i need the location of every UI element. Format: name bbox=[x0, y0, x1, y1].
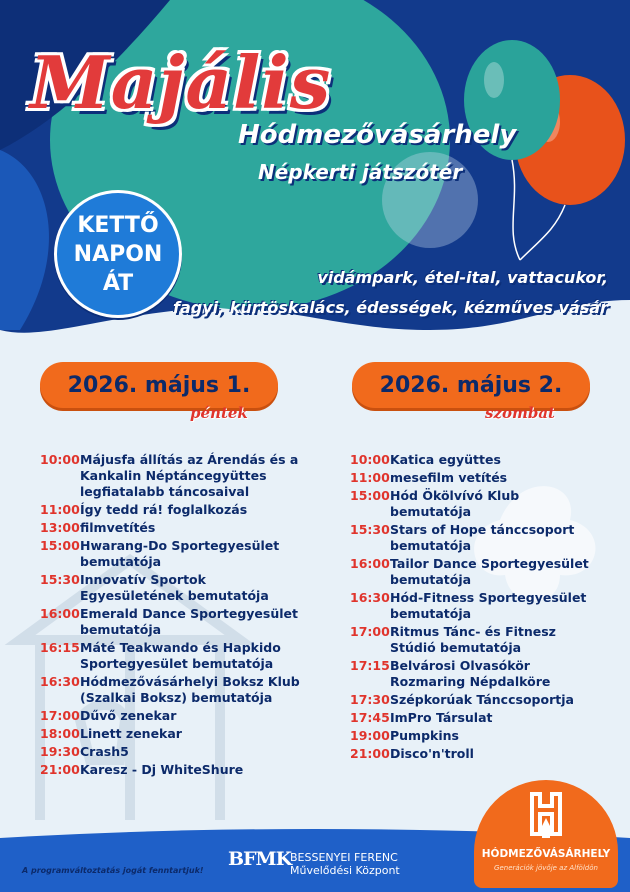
event-title: Majális bbox=[30, 40, 332, 125]
event-text: Ritmus Tánc- és Fitnesz Stúdió bemutatója bbox=[390, 624, 556, 655]
event-text: Emerald Dance Sportegyesület bemutatója bbox=[80, 606, 298, 637]
event-time: 21:00 bbox=[350, 746, 390, 761]
event-text: Innovatív Sportok Egyesületének bemutatója bbox=[80, 572, 269, 603]
event-time: 17:30 bbox=[350, 692, 390, 707]
event-text: Dűvő zenekar bbox=[80, 708, 177, 723]
event-time: 17:15 bbox=[350, 658, 390, 673]
event-time: 16:30 bbox=[350, 590, 390, 605]
event-time: 13:00 bbox=[40, 520, 80, 535]
schedule-row bbox=[40, 520, 302, 536]
event-time: 15:00 bbox=[350, 488, 390, 503]
event-time: 17:00 bbox=[350, 624, 390, 639]
event-text: Hód Ökölvívó Klub bemutatója bbox=[390, 488, 520, 519]
event-text: Máté Teakwando és Hapkido Sportegyesület bemutatója bbox=[80, 640, 281, 671]
schedule-row bbox=[40, 762, 302, 778]
badge-line: NAPON bbox=[73, 241, 163, 267]
schedule-row bbox=[40, 452, 302, 500]
schedule-row bbox=[350, 590, 600, 622]
event-time: 16:30 bbox=[40, 674, 80, 689]
event-text: Stars of Hope tánccsoport bemutatója bbox=[390, 522, 575, 553]
day1-weekday: péntek bbox=[190, 404, 248, 422]
event-time: 18:00 bbox=[40, 726, 80, 741]
event-text: Disco'n'troll bbox=[390, 746, 474, 761]
event-text: Pumpkins bbox=[390, 728, 459, 743]
event-time: 16:00 bbox=[350, 556, 390, 571]
day1-date-pill bbox=[40, 362, 278, 408]
venue-name: Népkerti játszótér bbox=[258, 160, 463, 184]
day1-date: 2026. május 1. bbox=[67, 372, 251, 398]
event-time: 11:00 bbox=[40, 502, 80, 517]
badge-line: ÁT bbox=[102, 270, 134, 296]
features-line-1: vidámpark, étel-ital, vattacukor, bbox=[317, 268, 608, 287]
schedule-row bbox=[350, 728, 600, 744]
event-text: filmvetítés bbox=[80, 520, 156, 535]
event-text: Linett zenekar bbox=[80, 726, 182, 741]
event-text: Hwarang-Do Sportegyesület bemutatója bbox=[80, 538, 280, 569]
event-text: mesefilm vetítés bbox=[390, 470, 508, 485]
schedule-row bbox=[40, 572, 302, 604]
schedule-row bbox=[350, 522, 600, 554]
event-text: Így tedd rá! foglalkozás bbox=[80, 502, 248, 517]
event-time: 15:30 bbox=[40, 572, 80, 587]
schedule-row bbox=[350, 710, 600, 726]
day2-date: 2026. május 2. bbox=[379, 372, 563, 398]
event-time: 10:00 bbox=[350, 452, 390, 467]
schedule-row bbox=[350, 488, 600, 520]
two-days-badge bbox=[54, 190, 182, 318]
event-text: Tailor Dance Sportegyesület bemutatója bbox=[390, 556, 589, 587]
schedule-row bbox=[40, 640, 302, 672]
bfmk-logo: BFMK bbox=[228, 848, 292, 870]
event-time: 19:00 bbox=[350, 728, 390, 743]
event-time: 16:15 bbox=[40, 640, 80, 655]
event-text: Májusfa állítás az Árendás és a Kankalin Néptáncegyüttes legfiatalabb táncosaival bbox=[80, 452, 299, 499]
schedule-row bbox=[350, 452, 600, 468]
schedule-row bbox=[40, 674, 302, 706]
day2-date-pill bbox=[352, 362, 590, 408]
features-line-2: fagyi, kürtöskalács, édességek, kézműves vásár bbox=[173, 298, 608, 317]
schedule-row bbox=[350, 556, 600, 588]
city-logo-name: HÓDMEZŐVÁSÁRHELY bbox=[481, 848, 611, 860]
schedule-row bbox=[350, 692, 600, 708]
schedule-row bbox=[40, 744, 302, 760]
event-time: 10:00 bbox=[40, 452, 80, 467]
badge-line: KETTŐ bbox=[77, 212, 159, 238]
city-emblem-icon bbox=[526, 784, 566, 844]
event-text: Hód-Fitness Sportegyesület bemutatója bbox=[390, 590, 587, 621]
event-text: Hódmezővásárhelyi Boksz Klub (Szalkai Boksz) bemutatója bbox=[80, 674, 300, 705]
schedule-row bbox=[40, 726, 302, 742]
event-text: Crash5 bbox=[80, 744, 129, 759]
day1-schedule bbox=[40, 452, 302, 780]
event-text: Szépkorúak Tánccsoportja bbox=[390, 692, 574, 707]
schedule-row bbox=[40, 606, 302, 638]
event-time: 19:30 bbox=[40, 744, 80, 759]
event-time: 16:00 bbox=[40, 606, 80, 621]
schedule-row bbox=[350, 470, 600, 486]
schedule-row bbox=[40, 502, 302, 518]
event-time: 15:30 bbox=[350, 522, 390, 537]
organizer-name bbox=[290, 851, 400, 877]
event-time: 21:00 bbox=[40, 762, 80, 777]
schedule-row bbox=[350, 658, 600, 690]
city-slogan: Generációk jövője az Alföldön bbox=[494, 864, 598, 872]
schedule-row bbox=[350, 746, 600, 762]
organizer-name-line2: Művelődési Központ bbox=[290, 864, 400, 877]
day2-weekday: szombat bbox=[485, 404, 555, 422]
event-time: 17:00 bbox=[40, 708, 80, 723]
schedule-row bbox=[350, 624, 600, 656]
event-text: Belvárosi Olvasókör Rozmaring Népdalköre bbox=[390, 658, 551, 689]
event-time: 11:00 bbox=[350, 470, 390, 485]
event-time: 15:00 bbox=[40, 538, 80, 553]
day2-schedule bbox=[350, 452, 600, 764]
event-text: Karesz - Dj WhiteShure bbox=[80, 762, 244, 777]
schedule-row bbox=[40, 708, 302, 724]
city-name: Hódmezővásárhely bbox=[238, 120, 517, 150]
event-text: ImPro Társulat bbox=[390, 710, 493, 725]
event-time: 17:45 bbox=[350, 710, 390, 725]
event-text: Katica együttes bbox=[390, 452, 501, 467]
organizer-name-line1: BESSENYEI FERENC bbox=[290, 851, 398, 864]
change-disclaimer: A programváltoztatás jogát fenntartjuk! bbox=[22, 866, 204, 875]
schedule-row bbox=[40, 538, 302, 570]
